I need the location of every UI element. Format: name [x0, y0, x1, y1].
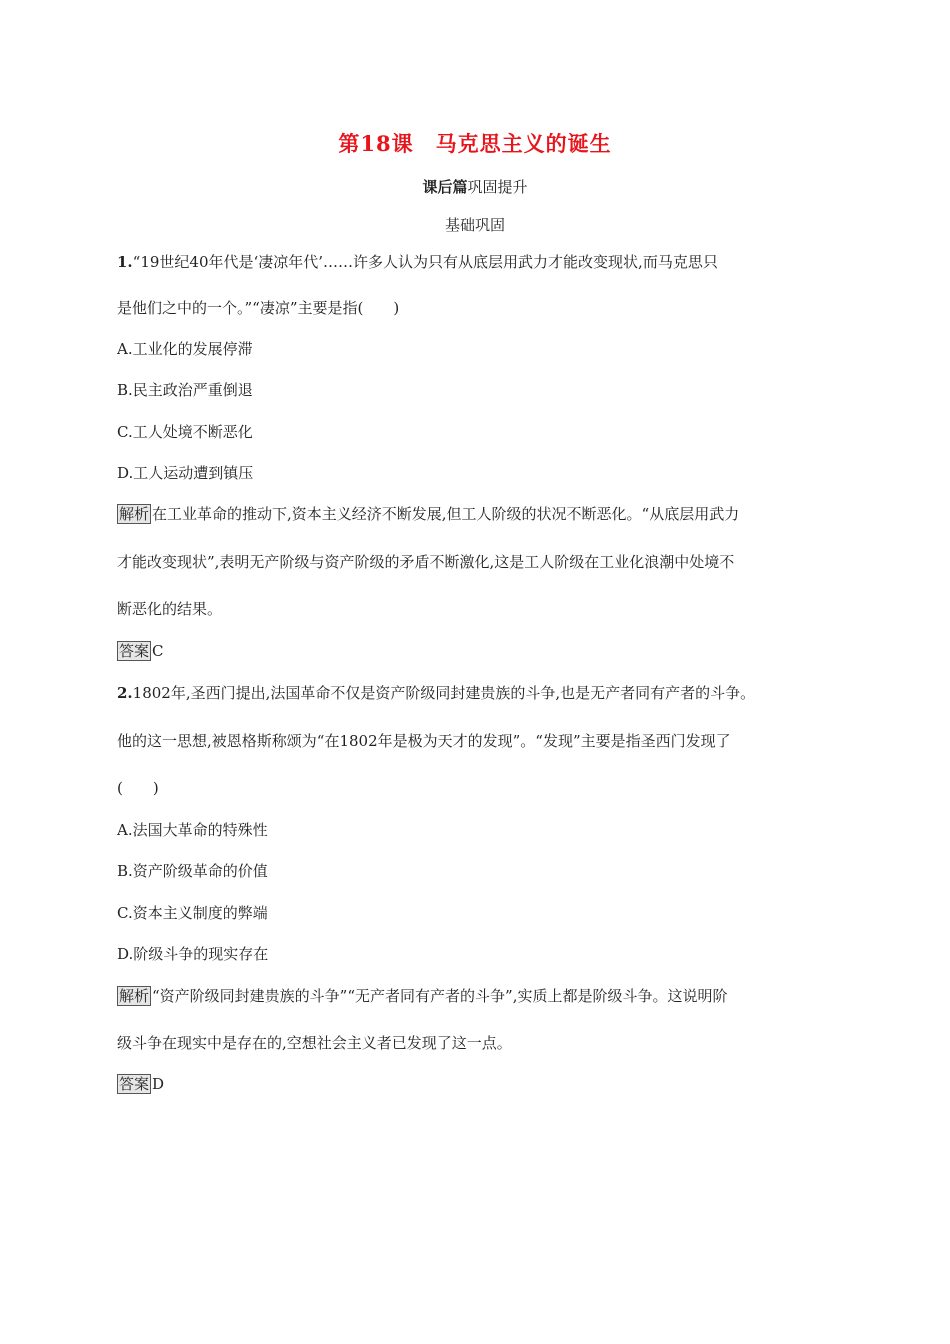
- q2-option-c: C.资本主义制度的弊端: [117, 904, 268, 922]
- q1-stem-line2: 是他们之中的一个。”“凄凉”主要是指( ): [117, 299, 400, 317]
- analysis-label: 解析: [119, 987, 150, 1005]
- q2-stem-text1: 1802年,圣西门提出,法国革命不仅是资产阶级同封建贵族的斗争,也是无产者同有产者的斗争。: [132, 684, 756, 702]
- q1-number: 1.: [117, 253, 133, 271]
- lesson-title: 马克思主义的诞生: [435, 131, 612, 156]
- q1-stem-text1: “19世纪40年代是‘凄凉年代’……许多人认为只有从底层用武力才能改变现状,而马克思只: [132, 253, 718, 271]
- q1-analysis-text1: 在工业革命的推动下,资本主义经济不断发展,但工人阶级的状况不断恶化。“从底层用武力: [152, 505, 740, 523]
- q2-option-b: B.资产阶级革命的价值: [117, 862, 268, 880]
- q2-option-a: A.法国大革命的特殊性: [117, 821, 268, 839]
- q2-answer-line: [117, 1074, 837, 1094]
- q2-analysis-line2: 级斗争在现实中是存在的,空想社会主义者已发现了这一点。: [117, 1034, 512, 1052]
- q1-stem-line1: [117, 252, 837, 272]
- subtitle-bold: 课后篇: [422, 178, 468, 196]
- q1-option-c: C.工人处境不断恶化: [117, 423, 253, 441]
- q2-number: 2.: [117, 684, 133, 702]
- section-heading: 基础巩固: [444, 216, 505, 234]
- subtitle-rest: 巩固提升: [467, 178, 528, 196]
- q2-answer: D: [152, 1075, 165, 1093]
- q1-analysis-line3: 断恶化的结果。: [117, 600, 223, 618]
- q1-answer-line: [117, 641, 837, 661]
- q1-analysis-line1: [117, 504, 837, 524]
- q2-stem-line2: 他的这一思想,被恩格斯称颂为“在1802年是极为天才的发现”。“发现”主要是指圣西门发现了: [117, 732, 731, 750]
- q2-option-d: D.阶级斗争的现实存在: [117, 945, 269, 963]
- answer-label: 答案: [119, 642, 150, 660]
- q2-stem-line1: [117, 683, 837, 703]
- analysis-label: 解析: [119, 505, 150, 523]
- q1-option-d: D.工人运动遭到镇压: [117, 464, 254, 482]
- q2-stem-line3: ( ): [117, 779, 159, 797]
- q1-option-b: B.民主政治严重倒退: [117, 381, 253, 399]
- q1-option-a: A.工业化的发展停滞: [117, 340, 253, 358]
- q2-analysis-line1: [117, 986, 837, 1006]
- q1-answer: C: [152, 642, 164, 660]
- lesson-number: 第18课: [338, 131, 414, 156]
- answer-label: 答案: [119, 1075, 150, 1093]
- page-title: [0, 128, 950, 158]
- page-subtitle: [0, 176, 950, 197]
- q1-analysis-line2: 才能改变现状”,表明无产阶级与资产阶级的矛盾不断激化,这是工人阶级在工业化浪潮中处境不: [117, 553, 735, 571]
- q2-analysis-text1: “资产阶级同封建贵族的斗争”“无产者同有产者的斗争”,实质上都是阶级斗争。这说明阶: [152, 987, 728, 1005]
